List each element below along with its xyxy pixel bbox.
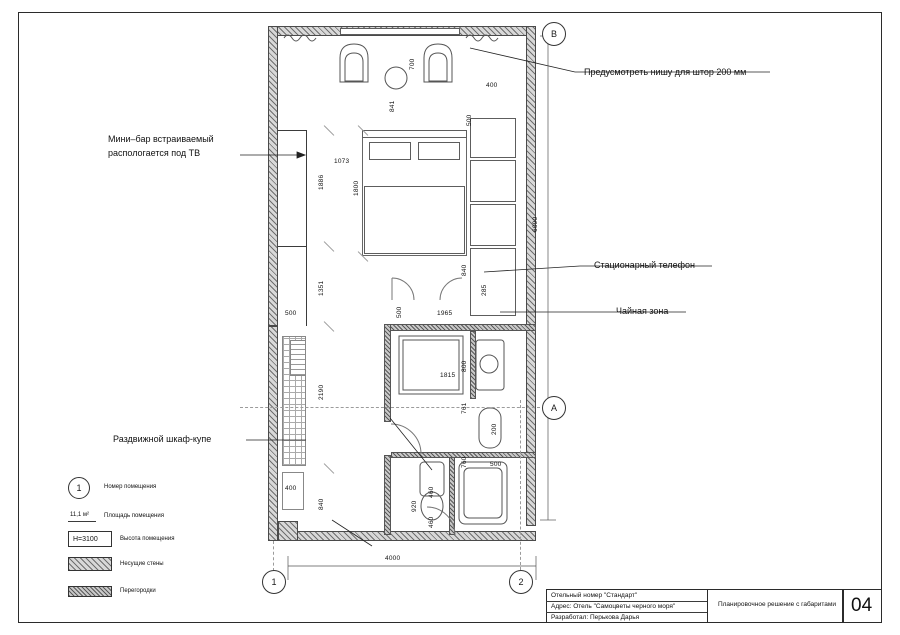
legend-room-height-label: Высота помещения bbox=[120, 536, 175, 542]
dim-840-left: 840 bbox=[318, 498, 325, 510]
dim-bath-800: 800 bbox=[461, 360, 468, 372]
legend-room-area-marker: 11,1 м² bbox=[70, 512, 90, 518]
legend-bearing-walls-swatch bbox=[68, 557, 112, 571]
note-tea-zone: Чайная зона bbox=[616, 306, 669, 316]
note-curtain-niche: Предусмотреть нишу для штор 200 мм bbox=[584, 67, 747, 77]
legend-room-area-label: Площадь помещения bbox=[104, 513, 164, 519]
dim-761: 761 bbox=[461, 402, 468, 414]
legend-bearing-walls-label: Несущие стены bbox=[120, 561, 164, 567]
legend-room-number-marker: 1 bbox=[68, 477, 90, 499]
title-block-stage: Планировочное решение с габаритами bbox=[717, 601, 837, 608]
legend-partitions-swatch bbox=[68, 586, 112, 597]
dim-bed-top-gap: 700 bbox=[409, 58, 416, 70]
dim-right-400: 400 bbox=[486, 82, 498, 89]
dim-bath-500: 500 bbox=[396, 306, 403, 318]
dim-right-500: 500 bbox=[466, 114, 473, 126]
title-block-line1: Отельный номер "Стандарт" bbox=[551, 592, 638, 599]
dim-1886: 1886 bbox=[318, 174, 325, 190]
axis-line-1 bbox=[273, 541, 274, 571]
title-block-line3: Разработал: Перькова Дарья bbox=[551, 614, 640, 621]
note-phone: Стационарный телефон bbox=[594, 260, 696, 270]
dim-1800: 1800 bbox=[353, 180, 360, 196]
dim-bed-841: 841 bbox=[389, 100, 396, 112]
dim-left-500: 500 bbox=[285, 310, 297, 317]
dim-1965: 1965 bbox=[437, 310, 453, 317]
dim-door-200: 200 bbox=[491, 423, 498, 435]
dim-1073: 1073 bbox=[334, 158, 350, 165]
title-block-line2: Адрес: Отель "Самоцветы черного моря" bbox=[551, 603, 676, 610]
dim-1351: 1351 bbox=[318, 280, 325, 296]
dim-460a: 460 bbox=[428, 486, 435, 498]
axis-line-A bbox=[240, 407, 540, 408]
dim-840-phone: 840 bbox=[461, 264, 468, 276]
dim-760: 760 bbox=[461, 456, 468, 468]
title-block-divider-1 bbox=[546, 601, 707, 602]
dim-460b: 460 bbox=[428, 516, 435, 528]
axis-bubble-2: 2 bbox=[509, 570, 533, 594]
axis-bubble-A: A bbox=[542, 396, 566, 420]
axis-bubble-1: 1 bbox=[262, 570, 286, 594]
dim-bath-500b: 500 bbox=[490, 461, 502, 468]
dim-400-left: 400 bbox=[285, 485, 297, 492]
sheet-number: 04 bbox=[851, 595, 873, 616]
axis-bubble-B: B bbox=[542, 22, 566, 46]
dim-285: 285 bbox=[481, 284, 488, 296]
axis-line-2 bbox=[520, 400, 521, 570]
title-block-divider-2 bbox=[546, 612, 707, 613]
dim-1815: 1815 bbox=[440, 372, 456, 379]
dim-overall-height: 6090 bbox=[532, 216, 539, 232]
note-wardrobe: Раздвижной шкаф-купе bbox=[113, 434, 212, 444]
dim-overall-width: 4000 bbox=[385, 555, 401, 562]
legend-room-number-label: Номер помещения bbox=[104, 484, 157, 490]
note-minibar-line2: распологается под ТВ bbox=[108, 148, 201, 158]
legend-partitions-label: Перегородки bbox=[120, 588, 156, 594]
dim-2190: 2190 bbox=[318, 384, 325, 400]
note-minibar-line1: Мини–бар встраиваемый bbox=[108, 134, 214, 144]
legend-area-underline bbox=[68, 521, 96, 522]
dim-920: 920 bbox=[411, 500, 418, 512]
legend-room-height-marker: Н=3100 bbox=[73, 536, 98, 543]
